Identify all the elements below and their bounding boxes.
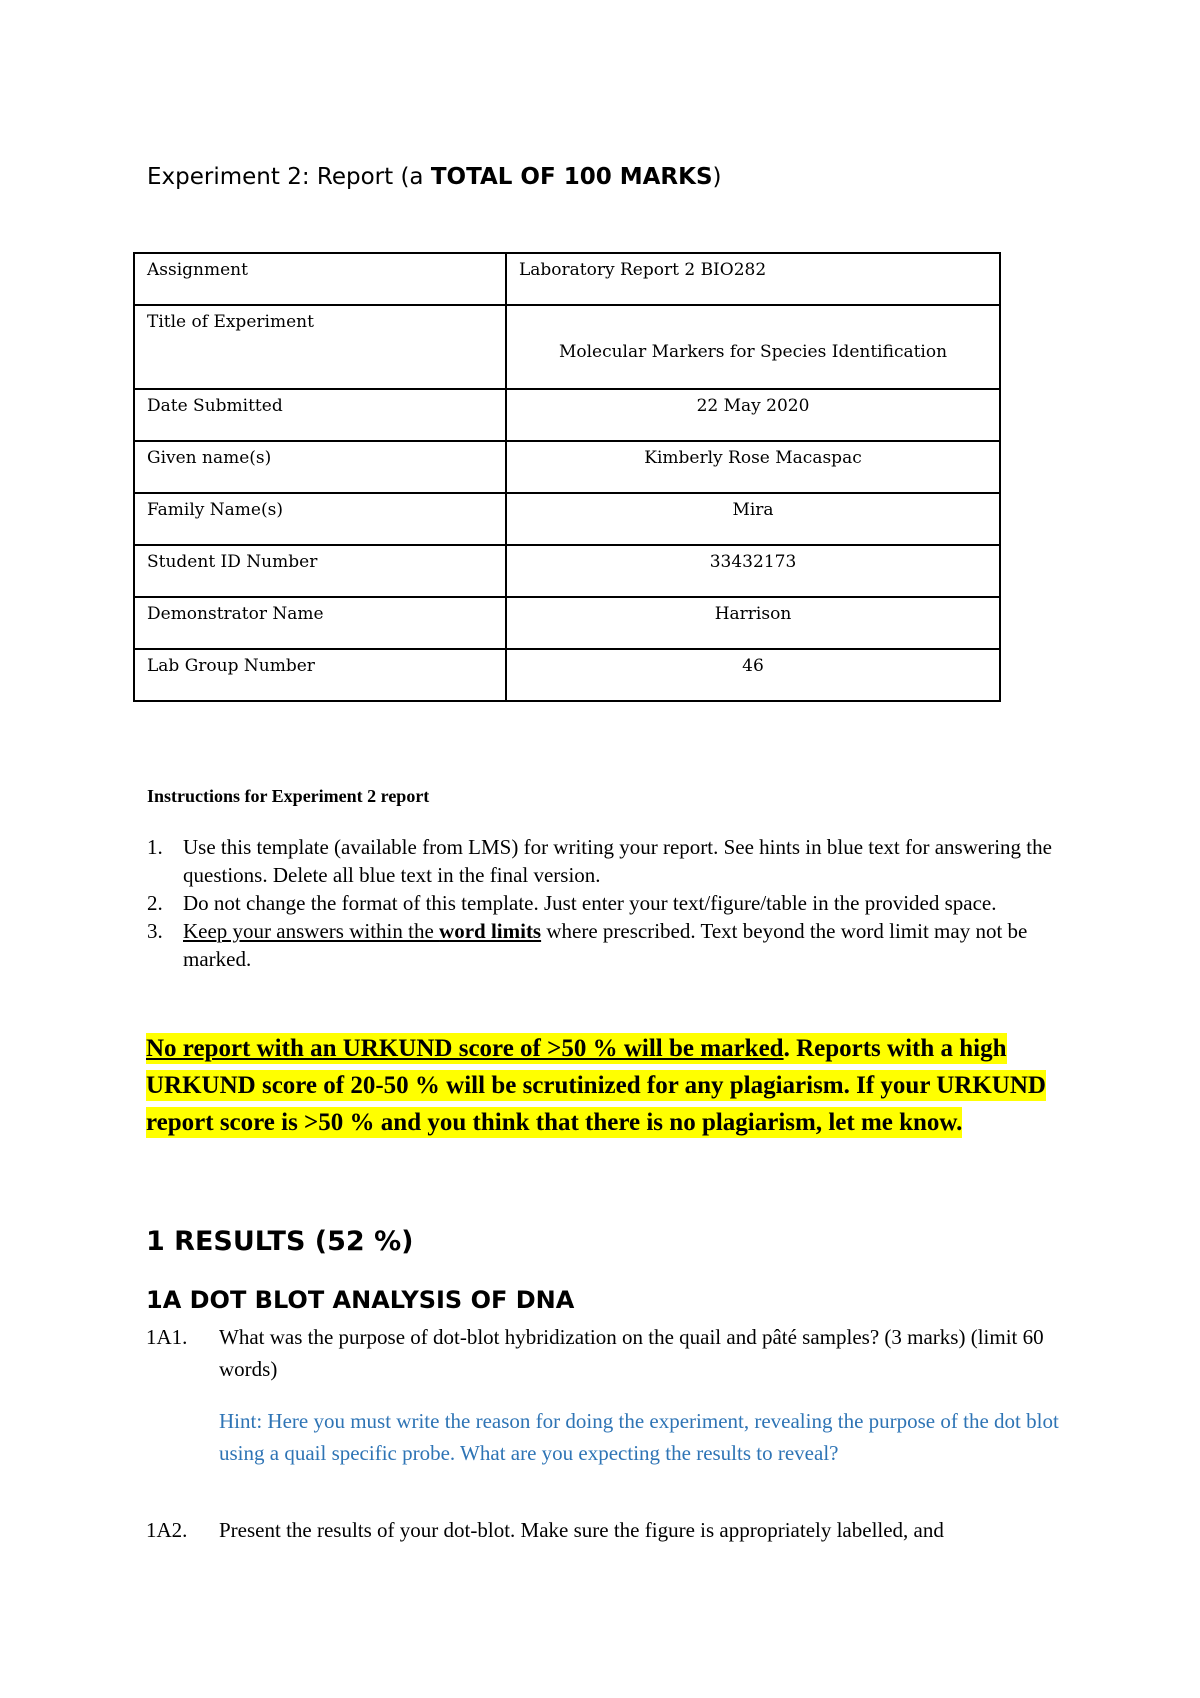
question-number: 1A1. xyxy=(146,1325,188,1349)
row-value: 22 May 2020 xyxy=(506,389,1000,441)
table-row xyxy=(134,597,1000,649)
urkund-warning xyxy=(146,1030,1086,1141)
item-number: 2. xyxy=(147,891,163,915)
table-row xyxy=(134,441,1000,493)
list-item xyxy=(147,833,1067,889)
section-heading: 1 RESULTS (52 %) xyxy=(146,1226,414,1257)
question-number: 1A2. xyxy=(146,1518,188,1542)
table-row xyxy=(134,389,1000,441)
info-table xyxy=(133,252,1001,702)
question-1a2 xyxy=(146,1514,1066,1546)
table-row xyxy=(134,493,1000,545)
list-item xyxy=(147,917,1067,973)
hint-text: Hint: Here you must write the reason for doing the experiment, revealing the purpose of the dot blot using a quail specific probe. What are you expecting the results to reveal? xyxy=(219,1409,1059,1465)
instructions-list xyxy=(147,833,1067,973)
document-title xyxy=(147,164,722,190)
item-underlined-bold: word limits xyxy=(439,919,542,943)
row-value: Kimberly Rose Macaspac xyxy=(506,441,1000,493)
row-label: Demonstrator Name xyxy=(134,597,506,649)
title-suffix: ) xyxy=(712,164,722,190)
item-underlined-text: Keep your answers within the xyxy=(183,919,440,943)
warning-text: . Reports with a high URKUND score of 20-50 % will be scrutinized for any plagiarism. If your URKUND report score is >50 % and you think that there is no plagiarism, let me know. xyxy=(146,1035,1046,1136)
item-text: where prescribed. Text beyond the word limit may not be marked. xyxy=(183,919,1028,971)
item-text: Do not change the format of this template. Just enter your text/figure/table in the provided space. xyxy=(183,891,997,915)
instructions-heading: Instructions for Experiment 2 report xyxy=(147,786,430,806)
row-label: Given name(s) xyxy=(134,441,506,493)
row-label: Family Name(s) xyxy=(134,493,506,545)
item-number: 1. xyxy=(147,835,163,859)
row-value: Harrison xyxy=(506,597,1000,649)
row-label: Title of Experiment xyxy=(134,305,506,389)
question-text: What was the purpose of dot-blot hybridization on the quail and pâté samples? (3 marks) (limit 60 words) xyxy=(219,1325,1044,1381)
warning-underlined: No report with an URKUND score of >50 % will be marked xyxy=(146,1035,784,1062)
table-row xyxy=(134,649,1000,701)
table-row xyxy=(134,253,1000,305)
list-item xyxy=(147,889,1067,917)
row-value: 46 xyxy=(506,649,1000,701)
title-bold: TOTAL OF 100 MARKS xyxy=(430,164,713,190)
row-value: 33432173 xyxy=(506,545,1000,597)
question-1a1 xyxy=(146,1321,1066,1385)
row-value: Laboratory Report 2 BIO282 xyxy=(506,253,1000,305)
question-text: Present the results of your dot-blot. Make sure the figure is appropriately labelled, and xyxy=(219,1518,944,1542)
row-value: Mira xyxy=(506,493,1000,545)
row-label: Assignment xyxy=(134,253,506,305)
row-value: Molecular Markers for Species Identification xyxy=(506,305,1000,389)
row-label: Lab Group Number xyxy=(134,649,506,701)
row-label: Date Submitted xyxy=(134,389,506,441)
table-row xyxy=(134,545,1000,597)
table-row xyxy=(134,305,1000,389)
row-label: Student ID Number xyxy=(134,545,506,597)
item-number: 3. xyxy=(147,919,163,943)
subsection-heading: 1A DOT BLOT ANALYSIS OF DNA xyxy=(146,1286,575,1314)
title-prefix: Experiment 2: Report (a xyxy=(147,164,431,190)
item-text: Use this template (available from LMS) for writing your report. See hints in blue text for answering the questions. Delete all blue text in the final version. xyxy=(183,835,1052,887)
